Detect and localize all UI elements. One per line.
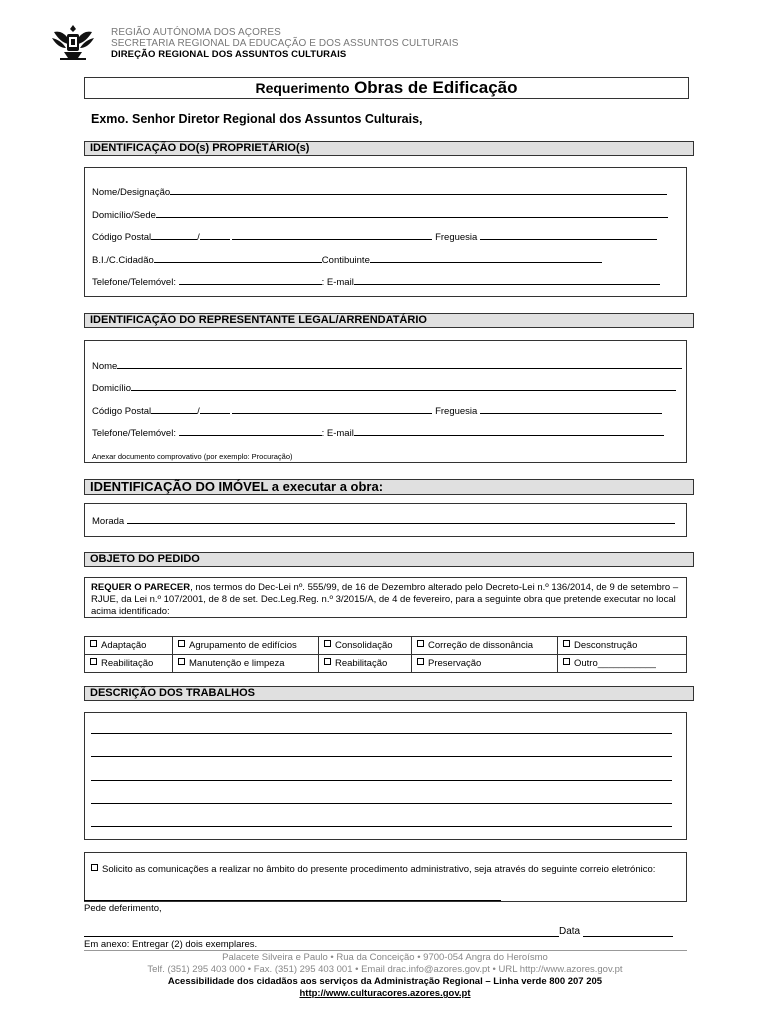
checkbox-icon[interactable]: [178, 658, 185, 665]
option-cell[interactable]: [319, 637, 412, 655]
option-label: Correção de dissonância: [428, 640, 534, 651]
rep-contact-field[interactable]: [92, 426, 664, 439]
owner-locality-line[interactable]: [232, 230, 432, 240]
option-label: Reabilitação: [101, 658, 154, 669]
owner-id-label: B.I./C.Cidadão: [92, 255, 154, 266]
checkbox-icon[interactable]: [563, 658, 570, 665]
rep-name-line[interactable]: [117, 359, 682, 369]
title-main: Obras de Edificação: [354, 78, 518, 97]
property-section-heading: IDENTIFICAÇÃO DO IMÓVEL a executar a obra:: [84, 479, 694, 495]
rep-address-field[interactable]: [92, 381, 676, 394]
rep-name-label: Nome: [92, 361, 118, 372]
option-cell[interactable]: [558, 655, 687, 673]
greeting: Exmo. Senhor Diretor Regional dos Assuntos Culturais,: [91, 112, 423, 126]
email-address-line[interactable]: [84, 900, 501, 901]
footer-contacts: Telf. (351) 295 403 000 • Fax. (351) 295 403 001 • Email drac.info@azores.gov.pt • URL http://www.azores.gov.pt: [147, 964, 623, 975]
owner-section-heading: IDENTIFICAÇÃO DO(s) PROPRIETÁRIO(s): [84, 141, 694, 156]
footer-divider: [84, 950, 687, 951]
header-secretariat: SECRETARIA REGIONAL DA EDUCAÇÃO E DOS ASSUNTOS CULTURAIS: [111, 38, 459, 49]
owner-email-label: : E-mail: [321, 277, 354, 288]
works-section-heading: DESCRIÇÃO DOS TRABALHOS: [84, 686, 694, 701]
rep-postal-slash: /: [197, 406, 200, 417]
works-line[interactable]: [91, 826, 672, 827]
rep-name-field[interactable]: [92, 359, 682, 372]
rep-phone-line[interactable]: [179, 426, 322, 436]
checkbox-icon[interactable]: [324, 640, 331, 647]
owner-name-line[interactable]: [170, 185, 667, 195]
owner-postal-field[interactable]: [92, 230, 657, 243]
options-row: [85, 637, 687, 655]
owner-name-label: Nome/Designação: [92, 187, 171, 198]
deferral-text: Pede deferimento,: [84, 903, 162, 914]
request-body: , nos termos do Dec-Lei nº. 555/99, de 16 de Dezembro alterado pelo Decreto-Lei n.º 136/2014, de 9 de setembro – RJUE, da Lei n.º 107/2001, de 8 de set. Dec.Leg.Reg. n.º 3/2015/A, de 4 de fevereiro, para a seguinte obra que pretende executar no local acima identificado:: [91, 582, 679, 617]
object-section-heading: OBJETO DO PEDIDO: [84, 552, 694, 567]
option-label: Desconstrução: [574, 640, 638, 651]
date-label: Data: [559, 926, 581, 937]
owner-postal-label: Código Postal: [92, 232, 152, 243]
option-cell[interactable]: [412, 655, 558, 673]
checkbox-icon[interactable]: [417, 640, 424, 647]
option-cell[interactable]: [319, 655, 412, 673]
header-directorate: DIREÇÃO REGIONAL DOS ASSUNTOS CULTURAIS: [111, 49, 347, 60]
checkbox-icon[interactable]: [417, 658, 424, 665]
rep-parish-line[interactable]: [480, 404, 662, 414]
owner-address-label: Domicílio/Sede: [92, 210, 156, 221]
date-line[interactable]: [583, 936, 673, 937]
options-row: [85, 655, 687, 673]
rep-parish-label: Freguesia: [435, 406, 478, 417]
option-label: Preservação: [428, 658, 482, 669]
works-box: [84, 712, 687, 840]
checkbox-icon[interactable]: [91, 864, 98, 871]
request-statement: [91, 582, 681, 618]
annex-note: Em anexo: Entregar (2) dois exemplares.: [84, 939, 258, 950]
rep-phone-label: Telefone/Telemóvel:: [92, 428, 176, 439]
owner-address-field[interactable]: [92, 208, 668, 221]
rep-locality-line[interactable]: [232, 404, 432, 414]
title-prefix: Requerimento: [255, 80, 350, 96]
rep-email-label: : E-mail: [321, 428, 354, 439]
option-cell[interactable]: [173, 655, 319, 673]
rep-address-label: Domicílio: [92, 383, 132, 394]
checkbox-icon[interactable]: [324, 658, 331, 665]
option-cell[interactable]: [85, 637, 173, 655]
owner-phone-line[interactable]: [179, 275, 322, 285]
footer-accessibility: Acessibilidade dos cidadãos aos serviços da Administração Regional – Linha verde 800 207 205: [167, 976, 603, 987]
owner-taxpayer-line[interactable]: [370, 253, 602, 263]
work-type-options: [84, 636, 687, 673]
signature-line[interactable]: [84, 936, 559, 937]
footer-address: Palacete Silveira e Paulo • Rua da Conceição • 9700-054 Angra do Heroísmo: [222, 952, 548, 963]
owner-postal-line-1[interactable]: [151, 230, 197, 240]
form-title: [84, 77, 689, 99]
option-label: Agrupamento de edifícios: [189, 640, 297, 651]
header-region: REGIÃO AUTÓNOMA DOS AÇORES: [111, 27, 281, 38]
option-cell[interactable]: [173, 637, 319, 655]
owner-phone-label: Telefone/Telemóvel:: [92, 277, 176, 288]
option-cell[interactable]: [558, 637, 687, 655]
rep-address-line[interactable]: [131, 381, 676, 391]
works-line[interactable]: [91, 803, 672, 804]
checkbox-icon[interactable]: [90, 658, 97, 665]
option-cell[interactable]: [412, 637, 558, 655]
option-label: Consolidação: [335, 640, 393, 651]
owner-id-line[interactable]: [154, 253, 322, 263]
owner-parish-line[interactable]: [480, 230, 657, 240]
option-label: Outro___________: [574, 658, 656, 669]
rep-postal-field[interactable]: [92, 404, 662, 417]
representative-section-heading: IDENTIFICAÇÃO DO REPRESENTANTE LEGAL/ARRENDATÁRIO: [84, 313, 694, 328]
rep-postal-label: Código Postal: [92, 406, 152, 417]
email-request-text: Solicito as comunicações a realizar no âmbito do presente procedimento administrativo, seja através do seguinte correio eletrónico:: [102, 864, 656, 875]
rep-postal-line-1[interactable]: [151, 404, 197, 414]
works-line[interactable]: [91, 780, 672, 781]
owner-contact-field[interactable]: [92, 275, 660, 288]
owner-postal-slash: /: [197, 232, 200, 243]
rep-email-line[interactable]: [354, 426, 664, 436]
checkbox-icon[interactable]: [90, 640, 97, 647]
property-address-label: Morada: [92, 516, 125, 527]
owner-parish-label: Freguesia: [435, 232, 478, 243]
owner-id-field[interactable]: [92, 253, 602, 266]
rep-attachment-note: Anexar documento comprovativo (por exemplo: Procuração): [92, 452, 293, 461]
owner-address-line[interactable]: [156, 208, 668, 218]
works-line[interactable]: [91, 756, 672, 757]
owner-postal-line-2[interactable]: [200, 230, 230, 240]
option-cell[interactable]: [85, 655, 173, 673]
checkbox-icon[interactable]: [563, 640, 570, 647]
coat-of-arms-logo: [50, 22, 96, 64]
property-address-field[interactable]: [92, 514, 675, 527]
owner-email-line[interactable]: [354, 275, 660, 285]
email-request: [91, 864, 681, 876]
footer-link-wrap: [0, 988, 770, 999]
works-line[interactable]: [91, 733, 672, 734]
request-lead: REQUER O PARECER: [91, 582, 191, 593]
owner-name-field[interactable]: [92, 185, 667, 198]
property-address-line[interactable]: [127, 514, 675, 524]
option-label: Manutenção e limpeza: [189, 658, 285, 669]
owner-taxpayer-label: Contibuinte: [321, 255, 370, 266]
footer-website-link[interactable]: http://www.culturacores.azores.gov.pt: [299, 988, 471, 999]
rep-postal-line-2[interactable]: [200, 404, 230, 414]
checkbox-icon[interactable]: [178, 640, 185, 647]
option-label: Adaptação: [101, 640, 147, 651]
option-label: Reabilitação: [335, 658, 388, 669]
email-request-box: [84, 852, 687, 902]
